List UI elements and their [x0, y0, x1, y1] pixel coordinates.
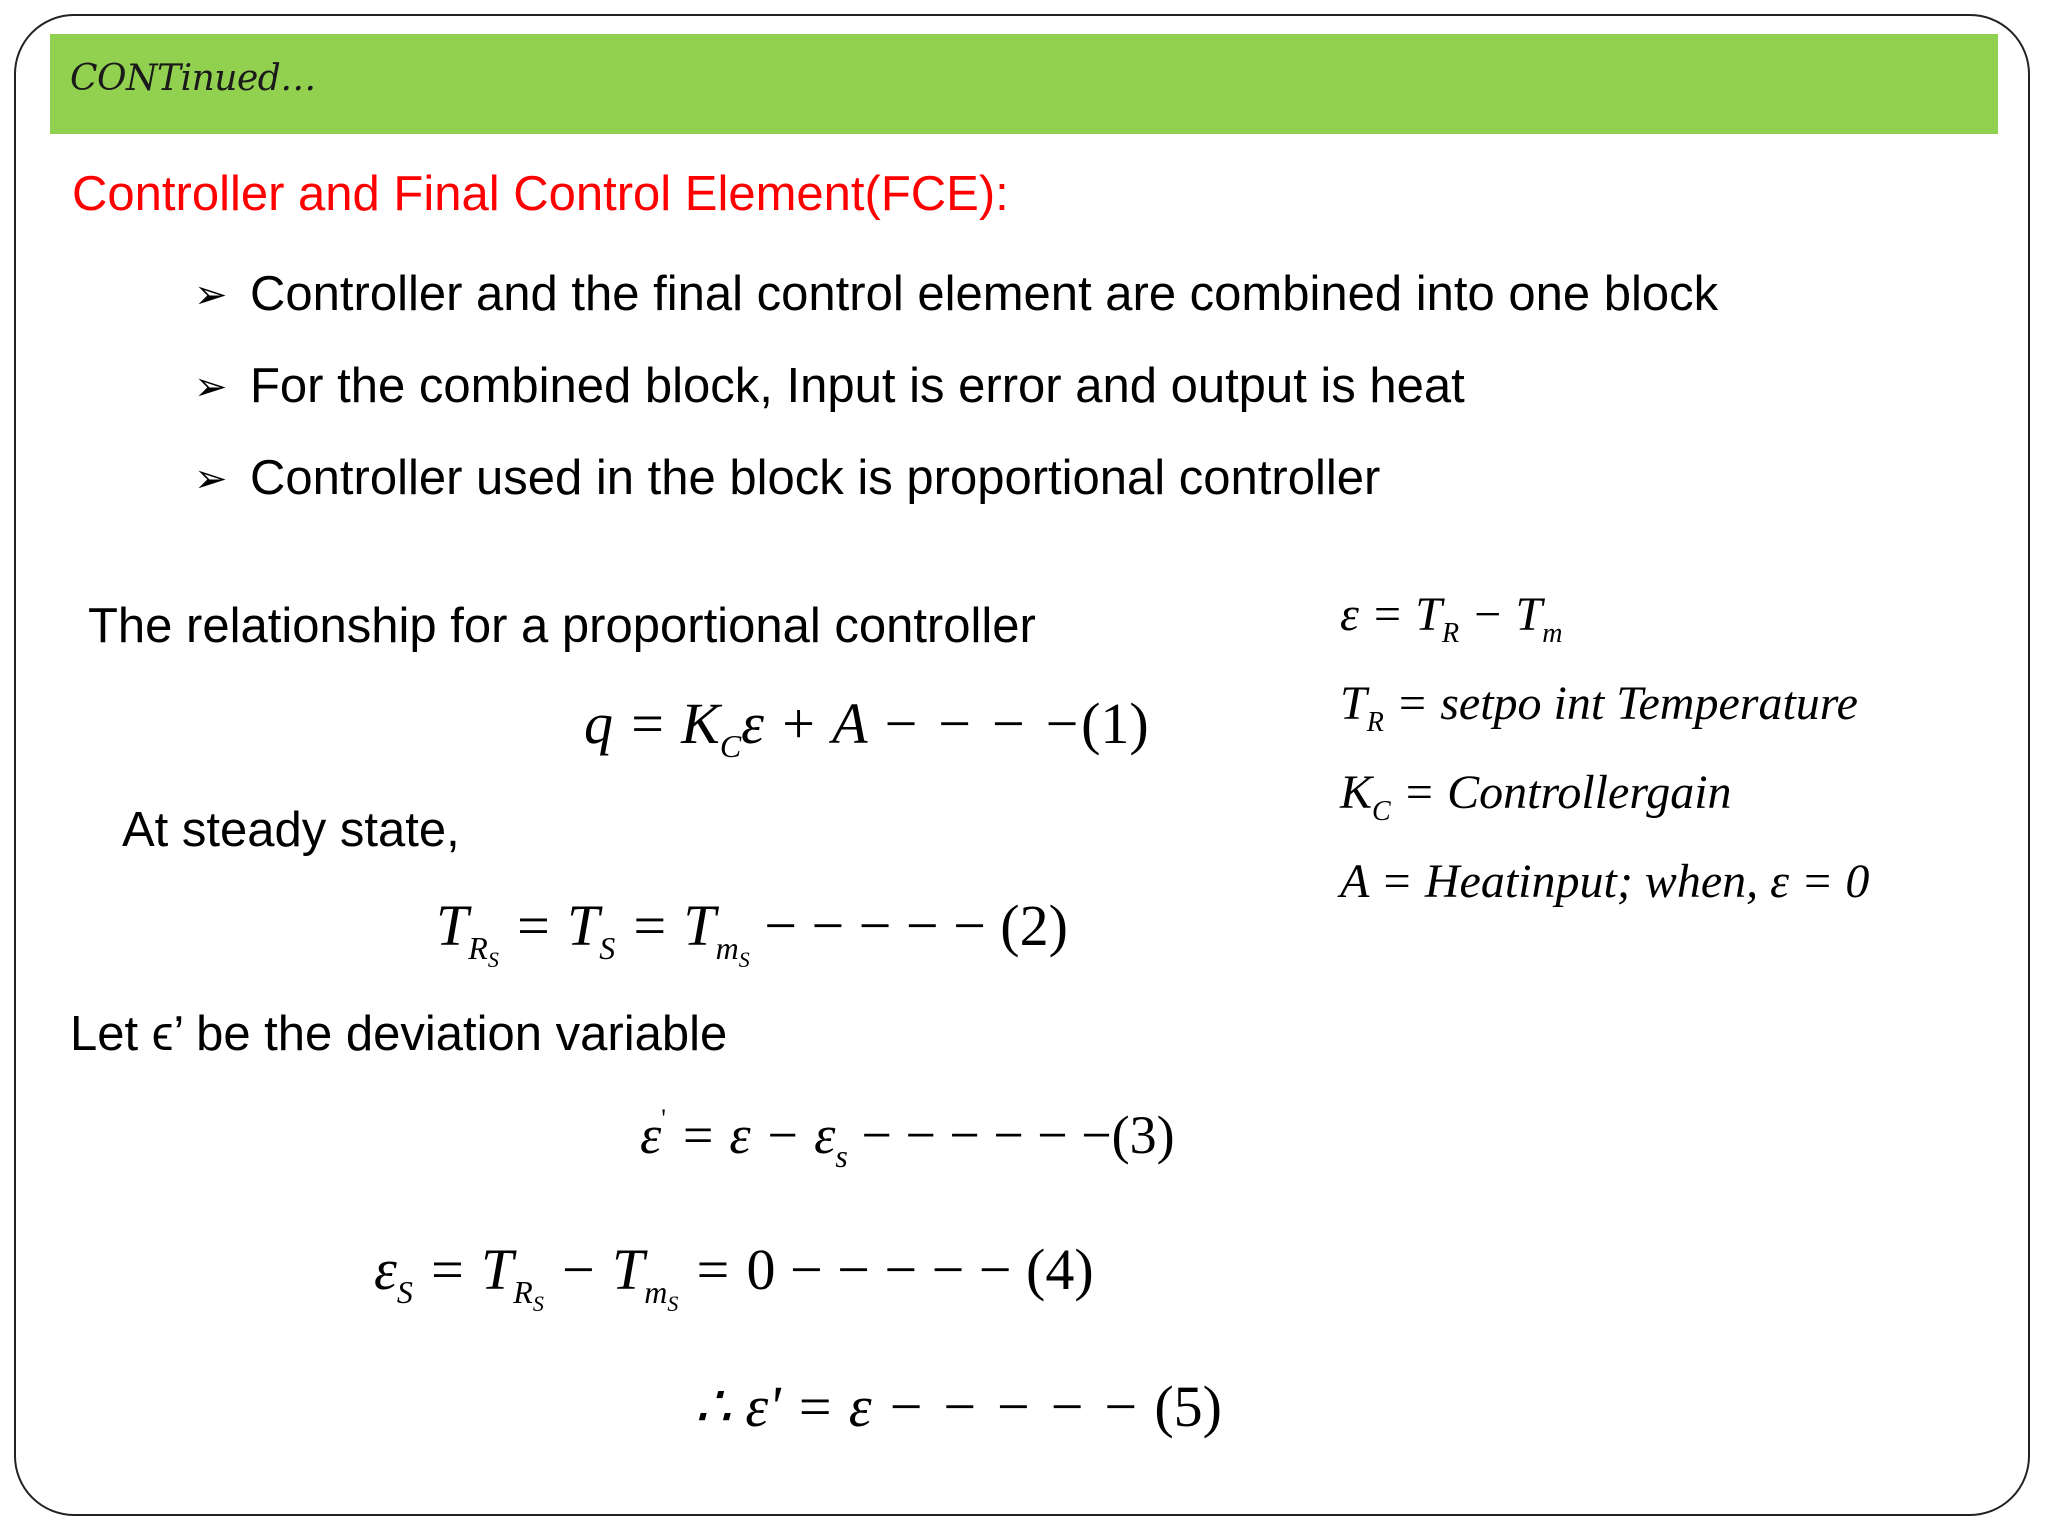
definitions-block — [1340, 580, 1869, 917]
arrow-bullet-icon: ➢ — [194, 457, 228, 501]
equation-5: ∴ ε' = ε − − − − − (5) — [694, 1374, 1222, 1439]
def-setpoint: $T_R$ = setpo int Temperature — [1340, 677, 1858, 738]
bullet-item: ➢ Controller used in the block is proportional controller — [194, 451, 1381, 505]
bullet-item: ➢ Controller and the final control element are combined into one block — [194, 267, 1719, 321]
section-heading: Controller and Final Control Element(FCE): — [72, 167, 1009, 221]
relationship-text: The relationship for a proportional controller — [88, 599, 1036, 653]
bullet-list — [194, 266, 1718, 542]
equation-1: $q = K_C\varepsilon + A$ − − − −(1) — [584, 691, 1149, 764]
equation-2: $T_{R_S} = T_S = T_{m_S}$ − − − − − (2) — [436, 893, 1068, 972]
arrow-bullet-icon: ➢ — [194, 273, 228, 317]
arrow-bullet-icon: ➢ — [194, 365, 228, 409]
def-gain: $K_C$ = Controllergain — [1340, 766, 1732, 827]
steady-state-text: At steady state, — [122, 803, 460, 857]
banner-title: CONTinued… — [70, 58, 316, 99]
equation-3: $\varepsilon' = \varepsilon - \varepsilon_s$ − − − − − −(3) — [640, 1104, 1175, 1174]
deviation-text: Let ϵ’ be the deviation variable — [70, 1007, 728, 1061]
title-banner — [50, 34, 1998, 134]
def-heat: A = Heatinput; when, ε = 0 — [1340, 855, 1870, 908]
def-error: $\varepsilon = T_R - T_m$ — [1340, 588, 1563, 649]
bullet-item: ➢ For the combined block, Input is error and output is heat — [194, 359, 1465, 413]
equation-4: $\varepsilon_S = T_{R_S} - T_{m_S} = 0$ − − − − − (4) — [374, 1237, 1094, 1316]
